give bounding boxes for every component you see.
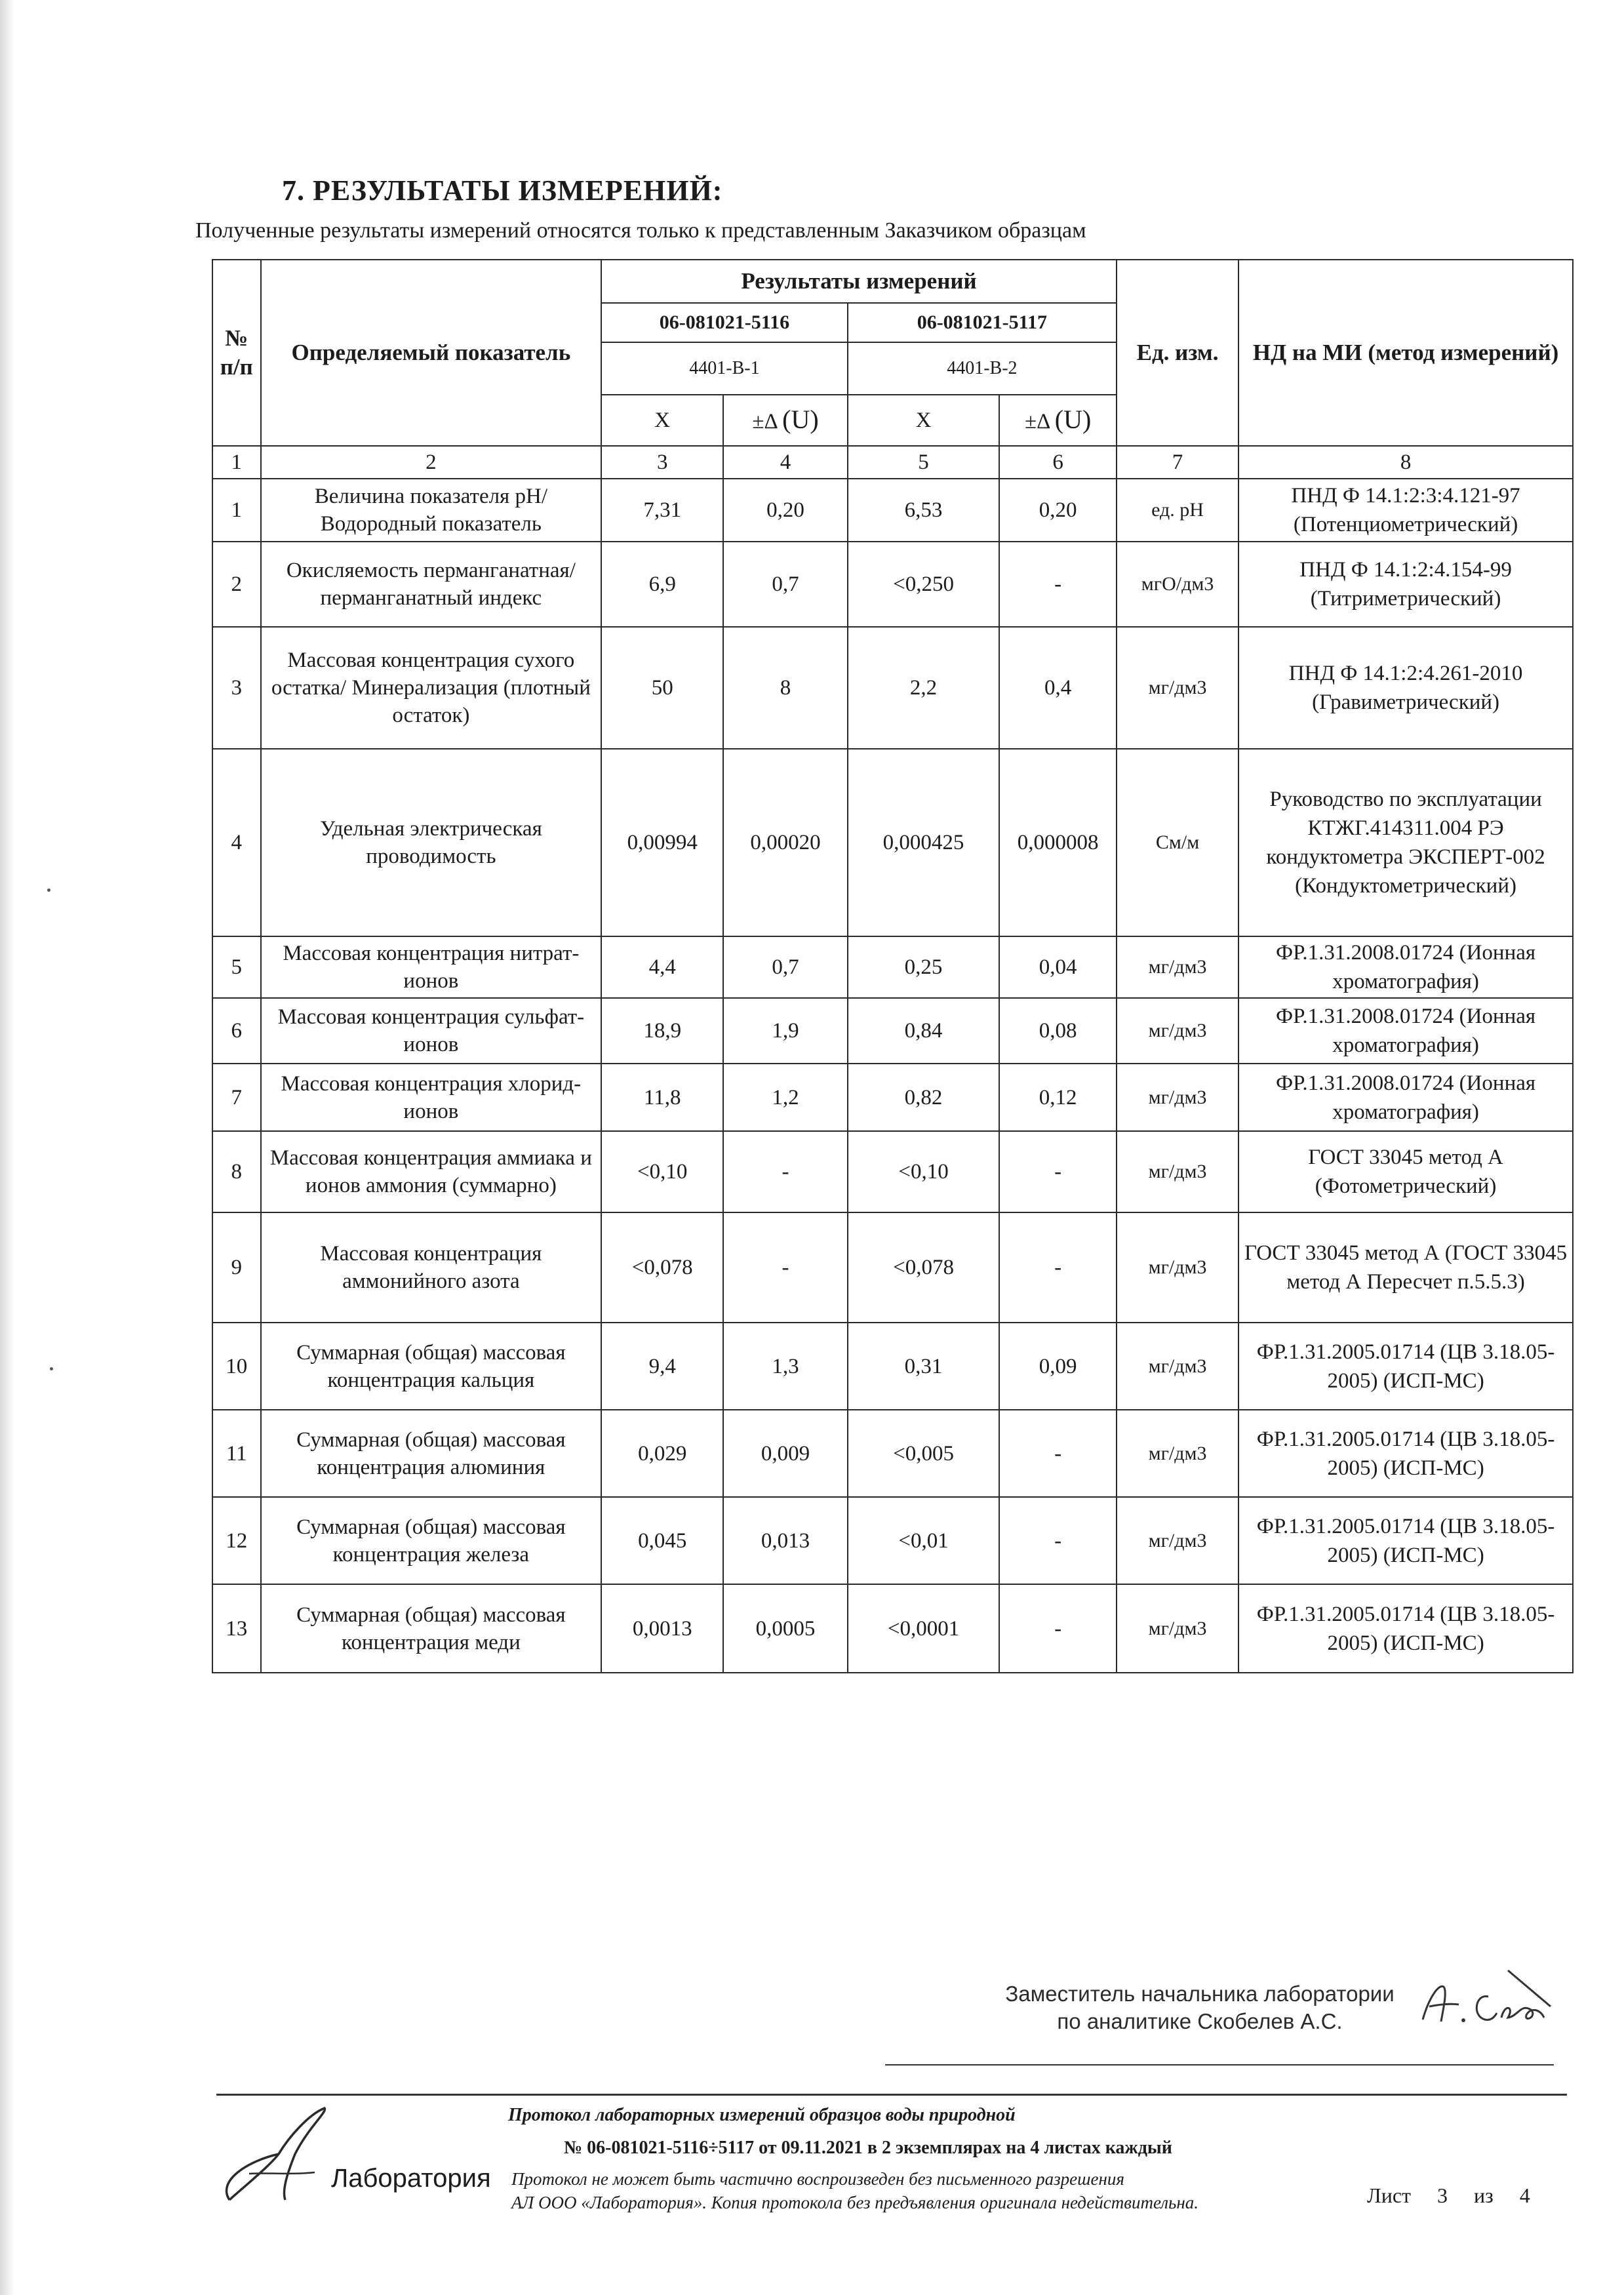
row-x2: 0,000425 xyxy=(848,749,1000,936)
sheet-total: 4 xyxy=(1519,2184,1530,2207)
section-subtitle: Полученные результаты измерений относятся только к представленным Заказчиком образцам xyxy=(195,218,1086,243)
row-x2: <0,078 xyxy=(848,1212,1000,1323)
header-num: № п/п xyxy=(212,260,261,446)
row-x2: <0,10 xyxy=(848,1131,1000,1212)
column-number: 7 xyxy=(1117,446,1238,479)
row-x1: 0,029 xyxy=(601,1410,723,1497)
row-method: ГОСТ 33045 метод А (Фотометрический) xyxy=(1238,1131,1573,1212)
sample2-name: 4401-В-2 xyxy=(848,342,1117,395)
signer-name: по аналитике Скобелев А.С. xyxy=(1057,2009,1343,2033)
row-number: 4 xyxy=(212,749,261,936)
row-unit: См/м xyxy=(1117,749,1238,936)
row-unit: мг/дм3 xyxy=(1117,1064,1238,1131)
row-unit: мгО/дм3 xyxy=(1117,542,1238,627)
header-indicator: Определяемый показатель xyxy=(261,260,602,446)
sample1-code: 06-081021-5116 xyxy=(601,303,848,342)
row-unit: мг/дм3 xyxy=(1117,627,1238,749)
sample1-name: 4401-В-1 xyxy=(601,342,848,395)
column-number: 5 xyxy=(848,446,1000,479)
row-method: ФР.1.31.2008.01724 (Ионная хроматография) xyxy=(1238,1064,1573,1131)
row-indicator: Массовая концентрация аммиака и ионов аммония (суммарно) xyxy=(261,1131,602,1212)
header-results: Результаты измерений xyxy=(601,260,1117,303)
row-method: ПНД Ф 14.1:2:4.154-99 (Титриметрический) xyxy=(1238,542,1573,627)
column-number: 8 xyxy=(1238,446,1573,479)
protocol-title: Протокол лабораторных измерений образцов воды природной xyxy=(508,2105,1016,2125)
row-number: 10 xyxy=(212,1323,261,1410)
column-number: 4 xyxy=(723,446,847,479)
row-unit: мг/дм3 xyxy=(1117,936,1238,998)
header-x1: X xyxy=(601,395,723,446)
row-delta1: 1,2 xyxy=(723,1064,847,1131)
row-indicator: Суммарная (общая) массовая концентрация меди xyxy=(261,1584,602,1673)
row-unit: мг/дм3 xyxy=(1117,998,1238,1064)
table-row xyxy=(212,1064,1573,1131)
signature-underline xyxy=(885,2064,1554,2066)
table-row xyxy=(212,627,1573,749)
row-x1: 0,0013 xyxy=(601,1584,723,1673)
row-x2: 0,84 xyxy=(848,998,1000,1064)
row-x1: 7,31 xyxy=(601,479,723,542)
row-number: 6 xyxy=(212,998,261,1064)
row-indicator: Суммарная (общая) массовая концентрация кальция xyxy=(261,1323,602,1410)
row-delta2: 0,09 xyxy=(999,1323,1117,1410)
row-x1: 11,8 xyxy=(601,1064,723,1131)
row-method: ПНД Ф 14.1:2:4.261-2010 (Гравиметрический) xyxy=(1238,627,1573,749)
sheet-current: 3 xyxy=(1437,2184,1448,2207)
table-row xyxy=(212,1323,1573,1410)
row-method: ПНД Ф 14.1:2:3:4.121-97 (Потенциометрический) xyxy=(1238,479,1573,542)
table-row xyxy=(212,749,1573,936)
row-x2: 2,2 xyxy=(848,627,1000,749)
protocol-note-line: Протокол не может быть частично воспроизведен без письменного разрешения xyxy=(511,2169,1124,2189)
row-x1: 18,9 xyxy=(601,998,723,1064)
row-delta2: - xyxy=(999,1131,1117,1212)
row-delta2: 0,4 xyxy=(999,627,1117,749)
row-unit: мг/дм3 xyxy=(1117,1497,1238,1584)
table-row xyxy=(212,1212,1573,1323)
row-indicator: Массовая концентрация сульфат-ионов xyxy=(261,998,602,1064)
scan-speck xyxy=(50,1367,53,1370)
table-row xyxy=(212,1497,1573,1584)
scan-edge-shadow xyxy=(0,0,14,2295)
table-row xyxy=(212,479,1573,542)
row-method: ФР.1.31.2005.01714 (ЦВ 3.18.05-2005) (ИСП-МС) xyxy=(1238,1410,1573,1497)
row-indicator: Массовая концентрация хлорид-ионов xyxy=(261,1064,602,1131)
row-delta1: 8 xyxy=(723,627,847,749)
row-number: 3 xyxy=(212,627,261,749)
row-indicator: Массовая концентрация аммонийного азота xyxy=(261,1212,602,1323)
table-row xyxy=(212,542,1573,627)
protocol-note xyxy=(511,2167,1198,2214)
header-delta2: ±Δ (U) xyxy=(999,395,1117,446)
row-x2: 6,53 xyxy=(848,479,1000,542)
row-delta1: 1,3 xyxy=(723,1323,847,1410)
row-delta2: 0,04 xyxy=(999,936,1117,998)
column-number-row xyxy=(212,446,1573,479)
row-unit: мг/дм3 xyxy=(1117,1131,1238,1212)
row-delta1: 0,009 xyxy=(723,1410,847,1497)
row-delta1: 0,20 xyxy=(723,479,847,542)
row-x2: <0,250 xyxy=(848,542,1000,627)
column-number: 1 xyxy=(212,446,261,479)
row-delta2: 0,08 xyxy=(999,998,1117,1064)
row-delta2: - xyxy=(999,1497,1117,1584)
sheet-counter xyxy=(1367,2184,1542,2208)
row-method: ФР.1.31.2008.01724 (Ионная хроматография) xyxy=(1238,998,1573,1064)
table-row xyxy=(212,998,1573,1064)
row-delta1: 0,7 xyxy=(723,936,847,998)
row-x1: 0,00994 xyxy=(601,749,723,936)
sample2-code: 06-081021-5117 xyxy=(848,303,1117,342)
row-delta1: - xyxy=(723,1131,847,1212)
row-delta1: 0,0005 xyxy=(723,1584,847,1673)
row-x2: 0,25 xyxy=(848,936,1000,998)
row-indicator: Удельная электрическая проводимость xyxy=(261,749,602,936)
row-indicator: Массовая концентрация сухого остатка/ Минерализация (плотный остаток) xyxy=(261,627,602,749)
row-delta2: - xyxy=(999,542,1117,627)
row-indicator: Величина показателя pH/ Водородный показатель xyxy=(261,479,602,542)
row-number: 2 xyxy=(212,542,261,627)
row-unit: мг/дм3 xyxy=(1117,1323,1238,1410)
row-x1: 50 xyxy=(601,627,723,749)
row-delta1: - xyxy=(723,1212,847,1323)
row-unit: мг/дм3 xyxy=(1117,1212,1238,1323)
signer-position: Заместитель начальника лаборатории xyxy=(1005,1982,1395,2006)
footer-divider xyxy=(216,2094,1567,2096)
table-row xyxy=(212,1131,1573,1212)
row-number: 5 xyxy=(212,936,261,998)
laboratory-logo-icon xyxy=(210,2102,341,2206)
row-number: 8 xyxy=(212,1131,261,1212)
sheet-of: из xyxy=(1474,2184,1494,2207)
protocol-number: № 06-081021-5116÷5117 от 09.11.2021 в 2 экземплярах на 4 листах каждый xyxy=(564,2138,1172,2158)
scan-speck xyxy=(47,888,50,892)
row-method: ФР.1.31.2005.01714 (ЦВ 3.18.05-2005) (ИСП-МС) xyxy=(1238,1497,1573,1584)
row-number: 12 xyxy=(212,1497,261,1584)
row-number: 7 xyxy=(212,1064,261,1131)
row-number: 11 xyxy=(212,1410,261,1497)
protocol-note-line: АЛ ООО «Лаборатория». Копия протокола без предъявления оригинала недействительна. xyxy=(511,2193,1198,2212)
row-unit: мг/дм3 xyxy=(1117,1584,1238,1673)
table-row xyxy=(212,1410,1573,1497)
column-number: 2 xyxy=(261,446,602,479)
row-method: ГОСТ 33045 метод А (ГОСТ 33045 метод А Пересчет п.5.5.3) xyxy=(1238,1212,1573,1323)
row-unit: мг/дм3 xyxy=(1117,1410,1238,1497)
header-x2: X xyxy=(848,395,1000,446)
row-delta2: 0,20 xyxy=(999,479,1117,542)
row-delta2: - xyxy=(999,1584,1117,1673)
header-delta1: ±Δ (U) xyxy=(723,395,847,446)
row-indicator: Окисляемость перманганатная/ перманганатный индекс xyxy=(261,542,602,627)
header-unit: Ед. изм. xyxy=(1117,260,1238,446)
row-x1: 4,4 xyxy=(601,936,723,998)
logo-text: Лаборатория xyxy=(331,2164,491,2193)
row-indicator: Массовая концентрация нитрат-ионов xyxy=(261,936,602,998)
row-number: 1 xyxy=(212,479,261,542)
row-x2: 0,82 xyxy=(848,1064,1000,1131)
column-number: 3 xyxy=(601,446,723,479)
row-x1: 6,9 xyxy=(601,542,723,627)
row-delta1: 0,013 xyxy=(723,1497,847,1584)
row-number: 13 xyxy=(212,1584,261,1673)
column-number: 6 xyxy=(999,446,1117,479)
row-x2: 0,31 xyxy=(848,1323,1000,1410)
row-number: 9 xyxy=(212,1212,261,1323)
row-delta2: - xyxy=(999,1212,1117,1323)
section-title: 7. РЕЗУЛЬТАТЫ ИЗМЕРЕНИЙ: xyxy=(282,174,723,207)
sheet-label: Лист xyxy=(1367,2184,1412,2207)
signer-block xyxy=(964,1980,1436,2035)
row-x1: <0,078 xyxy=(601,1212,723,1323)
row-delta1: 0,00020 xyxy=(723,749,847,936)
row-method: ФР.1.31.2008.01724 (Ионная хроматография) xyxy=(1238,936,1573,998)
row-delta2: 0,000008 xyxy=(999,749,1117,936)
table-row xyxy=(212,1584,1573,1673)
row-delta2: - xyxy=(999,1410,1117,1497)
row-x1: <0,10 xyxy=(601,1131,723,1212)
row-indicator: Суммарная (общая) массовая концентрация железа xyxy=(261,1497,602,1584)
row-delta1: 0,7 xyxy=(723,542,847,627)
row-method: ФР.1.31.2005.01714 (ЦВ 3.18.05-2005) (ИСП-МС) xyxy=(1238,1584,1573,1673)
row-delta2: 0,12 xyxy=(999,1064,1117,1131)
results-table xyxy=(212,259,1574,1673)
row-method: ФР.1.31.2005.01714 (ЦВ 3.18.05-2005) (ИСП-МС) xyxy=(1238,1323,1573,1410)
row-indicator: Суммарная (общая) массовая концентрация алюминия xyxy=(261,1410,602,1497)
row-x1: 9,4 xyxy=(601,1323,723,1410)
row-x2: <0,005 xyxy=(848,1410,1000,1497)
row-delta1: 1,9 xyxy=(723,998,847,1064)
header-method: НД на МИ (метод измерений) xyxy=(1238,260,1573,446)
row-x1: 0,045 xyxy=(601,1497,723,1584)
row-unit: ед. pH xyxy=(1117,479,1238,542)
handwritten-signature xyxy=(1410,1957,1560,2036)
row-method: Руководство по эксплуатации КТЖГ.414311.004 РЭ кондуктометра ЭКСПЕРТ-002 (Кондуктометрический) xyxy=(1238,749,1573,936)
row-x2: <0,01 xyxy=(848,1497,1000,1584)
table-row xyxy=(212,936,1573,998)
row-x2: <0,0001 xyxy=(848,1584,1000,1673)
